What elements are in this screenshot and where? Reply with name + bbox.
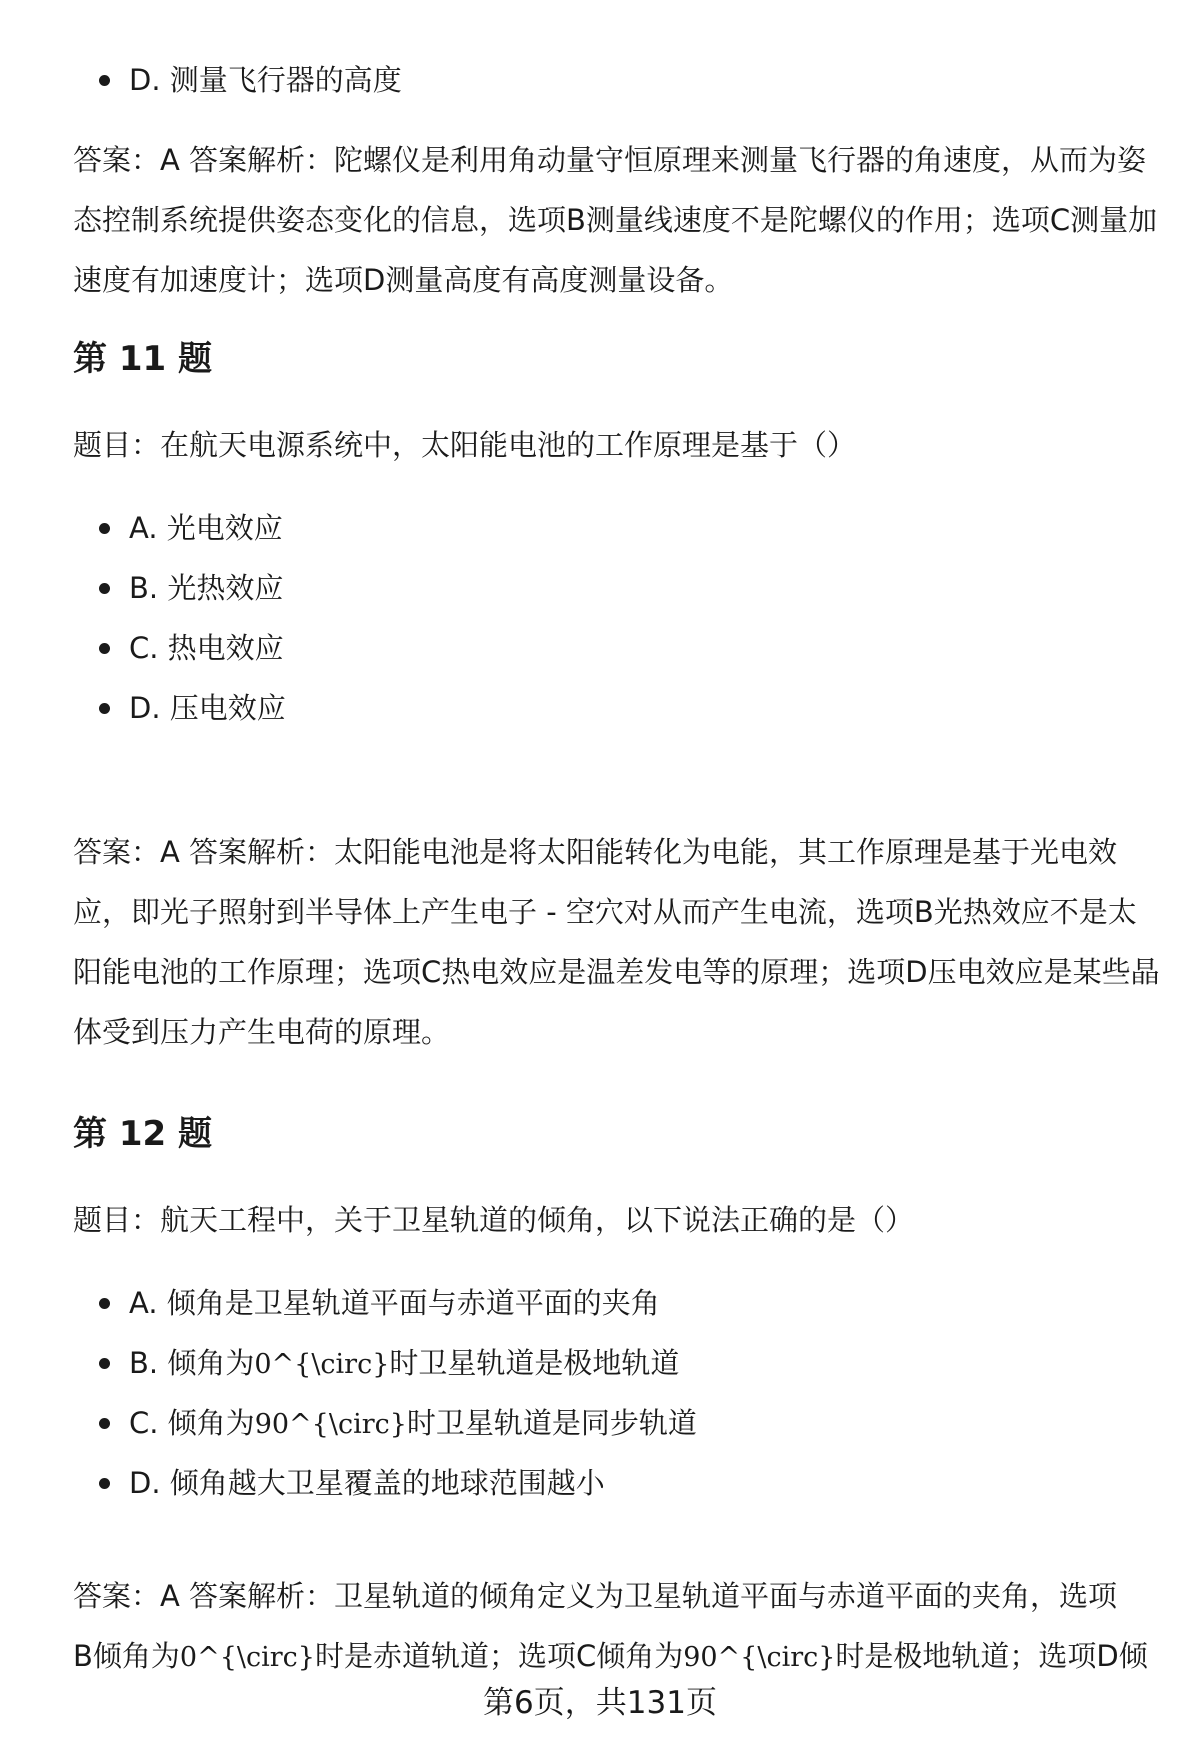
- answer-line-1: 答案：A 答案解析：卫星轨道的倾角定义为卫星轨道平面与赤道平面的夹角，选项: [73, 1579, 1118, 1613]
- prev-answer: 答案：A 答案解析：陀螺仪是利用角动量守恒原理来测量飞行器的角速度，从而为姿态控制系统提供姿态变化的信息，选项B测量线速度不是陀螺仪的作用；选项C测量加速度有加速度计；选项D测量高度有高度测量设备。: [73, 143, 1158, 297]
- math-expression: 90^{\circ}: [683, 1642, 836, 1673]
- page-number-footer: 第6页，共131页: [483, 1685, 717, 1721]
- bullet-dot: [99, 583, 110, 594]
- option-a: A. 光电效应: [73, 508, 1163, 568]
- bullet-dot: [99, 643, 110, 654]
- math-expression: 0^{\circ}: [254, 1349, 390, 1380]
- bullet-dot: [99, 703, 110, 714]
- option-b: B. 倾角为0^{\circ}时卫星轨道是极地轨道: [73, 1343, 1163, 1403]
- question-12-options: [73, 1283, 1163, 1523]
- math-expression: 90^{\circ}: [254, 1409, 407, 1440]
- bullet-dot: [99, 523, 110, 534]
- prev-options-list: [73, 60, 1163, 120]
- option-d: D. 压电效应: [73, 688, 1163, 748]
- option-d: D. 倾角越大卫星覆盖的地球范围越小: [73, 1463, 1163, 1523]
- option-c: C. 倾角为90^{\circ}时卫星轨道是同步轨道: [73, 1403, 1163, 1463]
- question-12-heading: 第 12 题: [73, 1114, 212, 1154]
- answer-line-2: B倾角为0^{\circ}时是赤道轨道；选项C倾角为90^{\circ}时是极地轨道；选项D倾: [73, 1639, 1148, 1673]
- bullet-dot: [99, 1358, 110, 1369]
- math-expression: 0^{\circ}: [179, 1642, 315, 1673]
- bullet-dot: [99, 1298, 110, 1309]
- question-12-stem: 题目：航天工程中，关于卫星轨道的倾角，以下说法正确的是（）: [73, 1203, 915, 1237]
- option-a: A. 倾角是卫星轨道平面与赤道平面的夹角: [73, 1283, 1163, 1343]
- bullet-dot: [99, 1418, 110, 1429]
- question-11-heading: 第 11 题: [73, 339, 212, 379]
- question-11-stem: 题目：在航天电源系统中，太阳能电池的工作原理是基于（）: [73, 428, 857, 462]
- bullet-dot: [99, 1478, 110, 1489]
- question-11-options: [73, 508, 1163, 748]
- option-d: D. 测量飞行器的高度: [73, 60, 1163, 120]
- option-b: B. 光热效应: [73, 568, 1163, 628]
- question-12-answer: [73, 1566, 1163, 1688]
- option-c: C. 热电效应: [73, 628, 1163, 688]
- bullet-dot: [99, 75, 110, 86]
- question-11-answer: 答案：A 答案解析：太阳能电池是将太阳能转化为电能，其工作原理是基于光电效应，即光子照射到半导体上产生电子 - 空穴对从而产生电流，选项B光热效应不是太阳能电池的工作原理；选项C热电效应是温差发电等的原理；选项D压电效应是某些晶体受到压力产生电荷的原理。: [73, 835, 1160, 1049]
